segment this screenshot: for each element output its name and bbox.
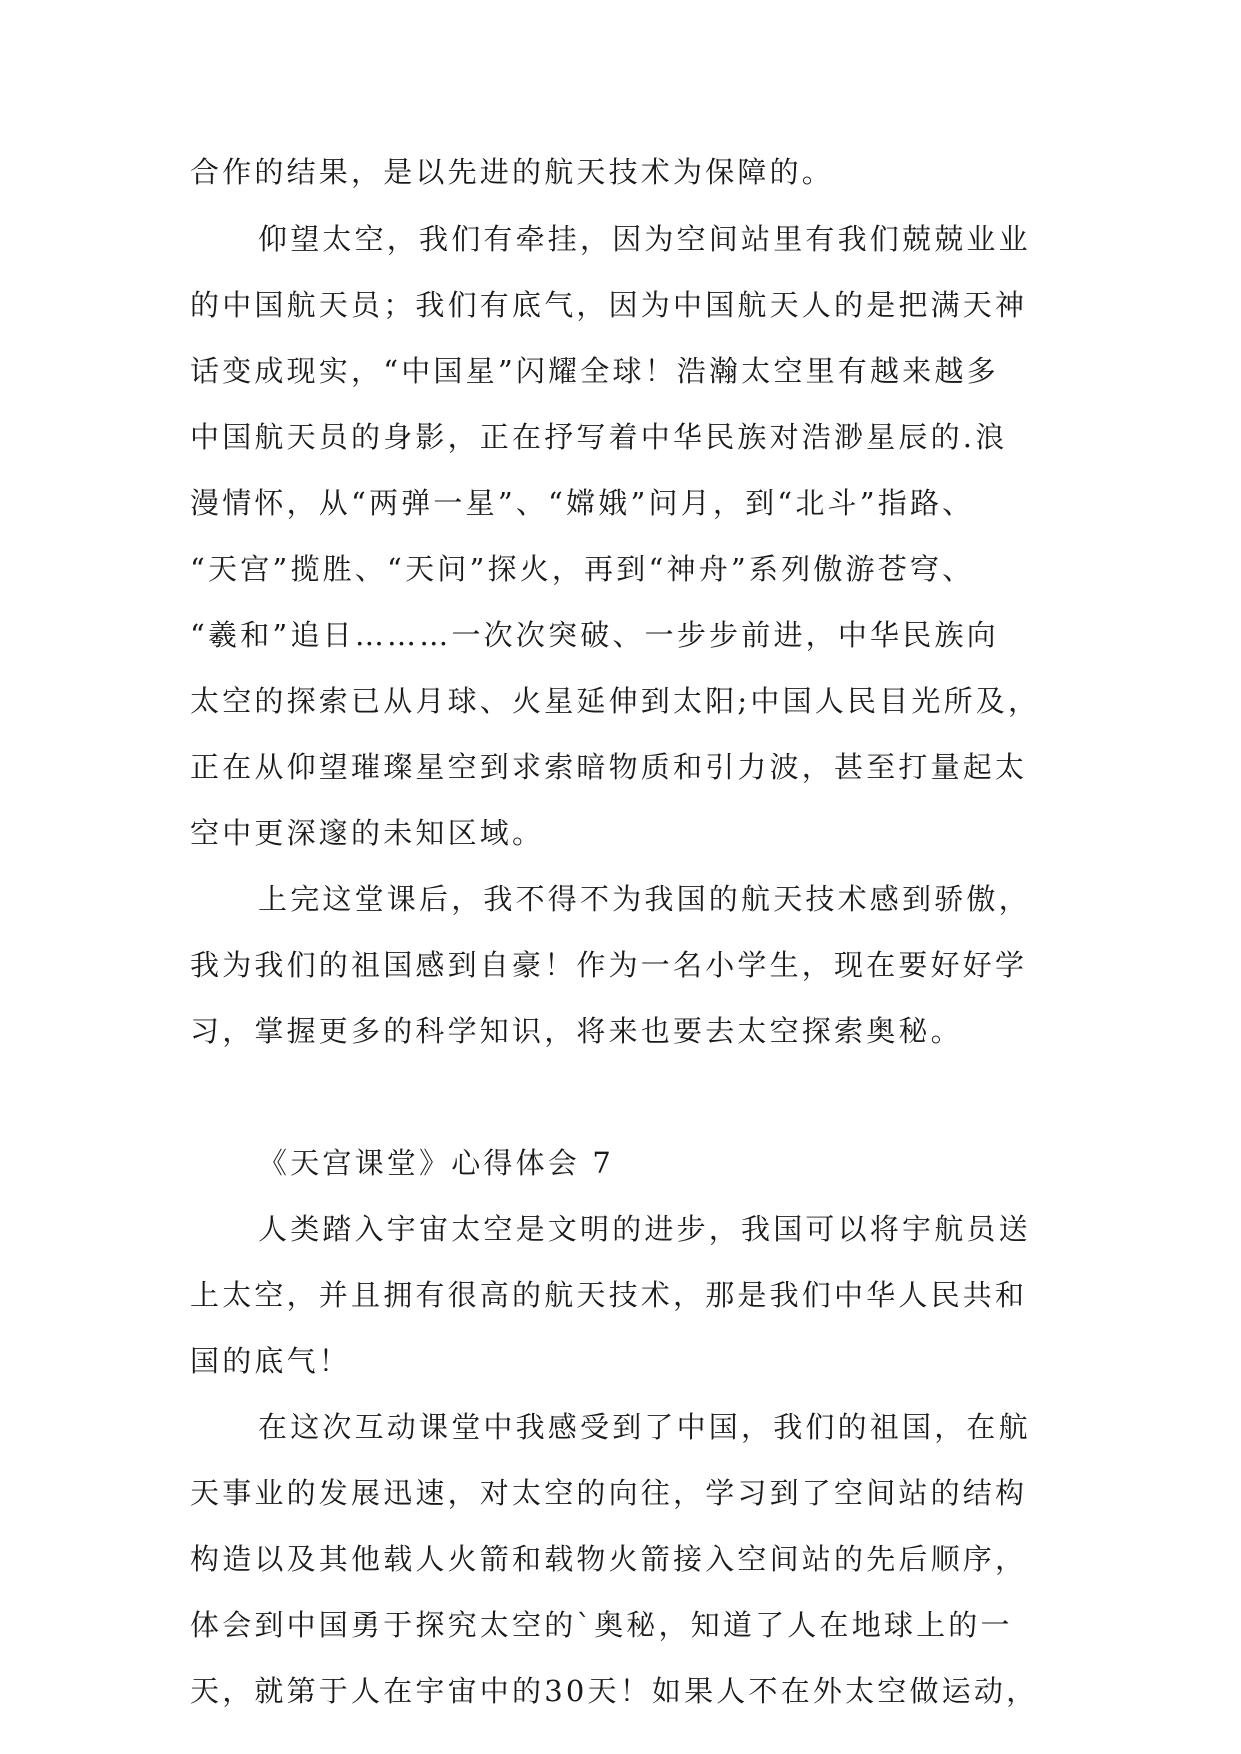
text-line: 话变成现实，“中国星”闪耀全球！浩瀚太空里有越来越多 xyxy=(190,354,999,388)
text-line: 合作的结果，是以先进的航天技术为保障的。 xyxy=(190,155,835,189)
section-heading: 《天宫课堂》心得体会 7 xyxy=(258,1146,615,1180)
text-line: 在这次互动课堂中我感受到了中国，我们的祖国，在航 xyxy=(258,1410,1031,1444)
text-line: 天事业的发展迅速，对太空的向往，学习到了空间站的结构 xyxy=(190,1476,1028,1510)
text-line: 人类踏入宇宙太空是文明的进步，我国可以将宇航员送 xyxy=(258,1212,1031,1246)
text-line: “羲和”追日………一次次突破、一步步前进，中华民族向 xyxy=(190,618,999,652)
text-line: 习，掌握更多的科学知识，将来也要去太空探索奥秘。 xyxy=(190,1014,963,1048)
text-line: 仰望太空，我们有牵挂，因为空间站里有我们兢兢业业 xyxy=(258,222,1031,256)
text-line: 国的底气！ xyxy=(190,1344,352,1378)
text-line: 体会到中国勇于探究太空的`奥秘，知道了人在地球上的一 xyxy=(190,1608,1013,1642)
text-line: 的中国航天员；我们有底气，因为中国航天人的是把满天神 xyxy=(190,288,1028,322)
text-line: “天宫”揽胜、“天问”探火，再到“神舟”系列傲游苍穹、 xyxy=(190,552,975,586)
text-line: 漫情怀，从“两弹一星”、“嫦娥”问月，到“北斗”指路、 xyxy=(190,486,975,520)
text-line: 正在从仰望璀璨星空到求索暗物质和引力波，甚至打量起太 xyxy=(190,750,1028,784)
text-line: 天，就第于人在宇宙中的30天！如果人不在外太空做运动， xyxy=(190,1674,1039,1708)
text-line: 我为我们的祖国感到自豪！作为一名小学生，现在要好好学 xyxy=(190,948,1028,982)
text-line: 上完这堂课后，我不得不为我国的航天技术感到骄傲， xyxy=(258,882,1031,916)
text-line: 太空的探索已从月球、火星延伸到太阳;中国人民目光所及， xyxy=(190,684,1041,718)
text-line: 中国航天员的身影，正在抒写着中华民族对浩渺星辰的.浪 xyxy=(190,420,1008,454)
text-line: 构造以及其他载人火箭和载物火箭接入空间站的先后顺序， xyxy=(190,1542,1028,1576)
text-line: 上太空，并且拥有很高的航天技术，那是我们中华人民共和 xyxy=(190,1278,1028,1312)
text-line: 空中更深邃的未知区域。 xyxy=(190,816,545,850)
